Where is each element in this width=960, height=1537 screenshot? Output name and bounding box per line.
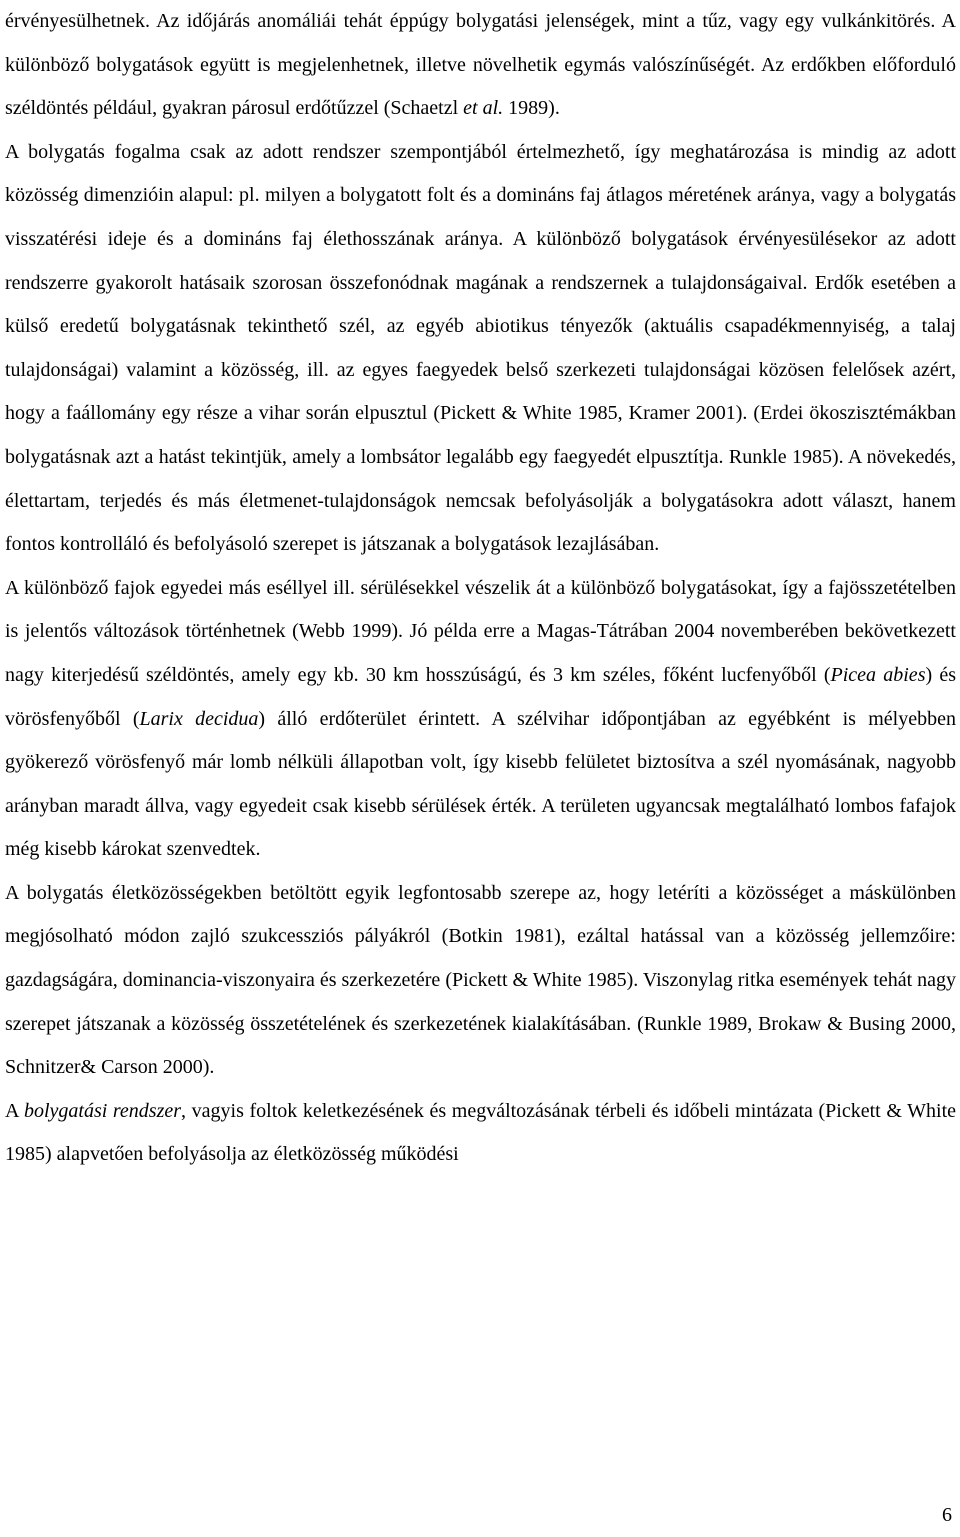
text-run: ) álló erdőterület érintett. A szélvihar időpontjában az egyébként is mélyebben gyökerező vörösfenyő már lomb nélküli állapotban volt, így kisebb felületet biztosítva a szél nyomásának, nagyobb arányban maradt állva, vagy egyedeit csak kisebb sérülések érték. A területen ugyancsak megtalálható lombos fafajok még kisebb károkat szenvedtek. [5,707,956,861]
text-run: ) és vörösfenyőből ( [5,663,957,730]
document-page [5,0,956,1177]
text-run: A bolygatás fogalma csak az adott rendszer szempontjából értelmezhető, így meghatározása is mindig az adott közösség dimenzióin alapul: pl. milyen a bolygatott folt és a domináns faj átlagos méretének aránya, vagy a bolygatás visszatérési ideje és a domináns faj élethosszának aránya. A különböző bolygatások érvényesülésekor az adott rendszerre gyakorolt hatásaik szorosan összefonódnak magának a rendszernek a tulajdonságaival. Erdők esetében a külső eredetű bolygatásnak tekinthető szél, az egyéb abiotikus tényezők (aktuális csapadékmennyiség, a talaj tulajdonságai) valamint a közösség, ill. az egyes faegyedek belső szerkezeti tulajdonságai közösen felelősek azért, hogy a faállomány egy része a vihar során elpusztul (Pickett & White 1985, Kramer 2001). (Erdei ökoszisztémákban bolygatásnak azt a hatást tekintjük, amely a lombsátor legalább egy faegyedét elpusztítja. Runkle 1985). A növekedés, élettartam, terjedés és más életmenet-tulajdonságok nemcsak befolyásolják a bolygatásokra adott választ, hanem fontos kontrolláló és befolyásoló szerepet is játszanak a bolygatások lezajlásában. [5,140,956,556]
paragraph-disturbance-regime [5,1090,956,1177]
species-name-larix: Larix decidua [139,707,259,730]
paragraph-community-role [5,872,956,1090]
italic-run: et al. [463,97,504,120]
paragraph-disturbance-concept [5,131,956,567]
text-run: A [5,1099,24,1122]
paragraph-species-response [5,567,956,872]
text-run: A bolygatás életközösségekben betöltött egyik legfontosabb szerepe az, hogy letéríti a közösséget a máskülönben megjósolható módon zajló szukcessziós pályákról (Botkin 1981), ezáltal hatással van a közösség jellemzőire: gazdagságára, dominancia-viszonyaira és szerkezetére (Pickett & White 1985). Viszonylag ritka események tehát nagy szerepet játszanak a közösség összetételének és szerkezetének kialakításában. (Runkle 1989, Brokaw & Busing 2000, Schnitzer& Carson 2000). [5,881,957,1079]
text-run: 1989). [503,97,560,120]
text-run: A különböző fajok egyedei más eséllyel ill. sérülésekkel vészelik át a különböző bolygatásokat, így a fajösszetételben is jelentős változások történhetnek (Webb 1999). Jó példa erre a Magas-Tátrában 2004 novemberében bekövetkezett nagy kiterjedésű széldöntés, amely egy kb. 30 km hosszúságú, és 3 km széles, főként lucfenyőből ( [5,576,956,686]
italic-term: bolygatási rendszer [23,1099,182,1122]
text-run: érvényesülhetnek. Az időjárás anomáliái tehát éppúgy bolygatási jelenségek, mint a tűz, vagy egy vulkánkitörés. A különböző bolygatások együtt is megjelenhetnek, illetve növelhetik egymás valószínűségét. Az erdőkben előforduló széldöntés például, gyakran párosul erdőtűzzel (Schaetzl [5,10,956,120]
text-run: , vagyis foltok keletkezésének és megváltozásának térbeli és időbeli mintázata (Pickett & White 1985) alapvetően befolyásolja az életközösség működési [5,1099,957,1166]
paragraph-disturbance-types [5,0,956,131]
species-name-picea: Picea abies [830,663,926,686]
page-number: 6 [942,1504,952,1526]
